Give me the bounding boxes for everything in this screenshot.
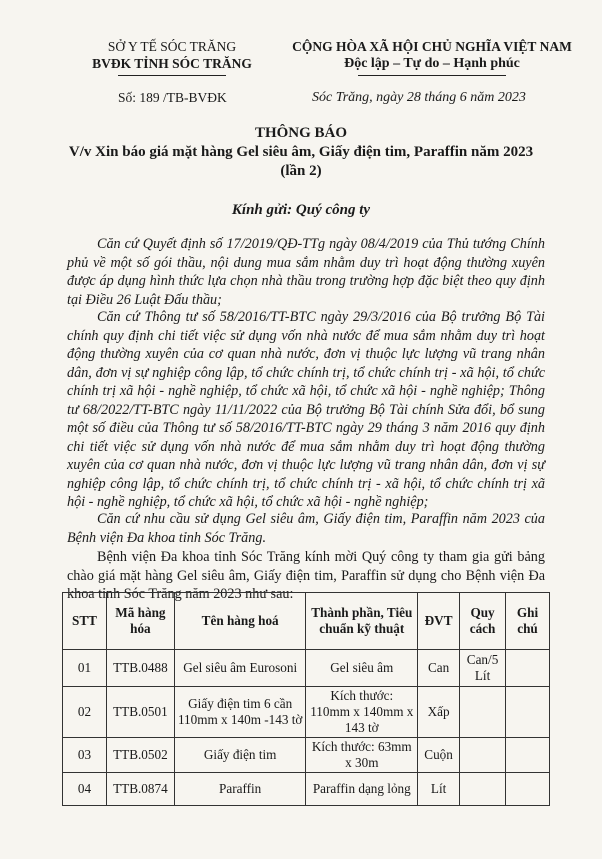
header-cell: Thành phần, Tiêu chuẩn kỹ thuật: [306, 593, 418, 650]
issuing-organization: [92, 38, 282, 72]
title-line-2: V/v Xin báo giá mặt hàng Gel siêu âm, Giấy điện tim, Paraffin năm 2023: [68, 144, 534, 160]
table-cell: Paraffin: [174, 773, 306, 806]
table-row: [63, 687, 550, 738]
table-cell: Can/5 Lít: [460, 650, 506, 687]
table-cell: Gel siêu âm: [306, 650, 418, 687]
paragraph-4: Bệnh viện Đa khoa tỉnh Sóc Trăng kính mời Quý công ty tham gia gửi bảng chào giá mặt hàng Gel siêu âm, Giấy điện tim, Paraffin sử dụng cho Bệnh viện Đa khoa tỉnh Sóc Trăng năm 2023 như sau:: [67, 549, 545, 602]
table-cell: Kích thước: 63mm x 30m: [306, 738, 418, 773]
table-cell: [506, 687, 550, 738]
title-line-1: THÔNG BÁO: [254, 125, 348, 141]
table-cell: Xấp: [418, 687, 460, 738]
table-cell: 02: [63, 687, 107, 738]
table-cell: [506, 773, 550, 806]
table-cell: TTB.0488: [106, 650, 174, 687]
document-number: Số: 189 /TB-BVĐK: [118, 90, 227, 105]
table-cell: TTB.0874: [106, 773, 174, 806]
paragraph-2: Căn cứ Thông tư số 58/2016/TT-BTC ngày 29/3/2016 của Bộ trưởng Bộ Tài chính quy định chi tiết việc sử dụng vốn nhà nước để mua sắm nhằm duy trì hoạt động thường xuyên của cơ quan nhà nước, đơn vị thuộc lực lượng vũ trang nhân dân, đơn vị sự nghiệp công lập, tổ chức chính trị, tổ chức chính trị - xã hội, tổ chức chính trị xã hội - nghề nghiệp, tổ chức xã hội, tổ chức xã hội - nghề nghiệp; Thông tư 68/2022/TT-BTC ngày 11/11/2022 của Bộ trưởng Bộ Tài chính Sửa đổi, bổ sung một số điều của Thông tư số 58/2016/TT-BTC ngày 29 tháng 3 năm 2016 quy định chi tiết việc sử dụng vốn nhà nước để mua sắm nhằm duy trì hoạt động thường xuyên của cơ quan nhà nước, đơn vị thuộc lực lượng vũ trang nhân dân, đơn vị sự nghiệp công lập, tổ chức chính trị, tổ chức chính trị - xã hội, tổ chức chính trị xã hội - nghề nghiệp, tổ chức xã hội, tổ chức xã hội - nghề nghiệp;: [67, 309, 545, 510]
table-cell: 04: [63, 773, 107, 806]
table-cell: [506, 738, 550, 773]
national-motto: Độc lập – Tự do – Hạnh phúc: [344, 56, 520, 71]
header-cell: Tên hàng hoá: [174, 593, 306, 650]
org-underline: [118, 75, 226, 76]
national-heading: [282, 38, 582, 72]
title-line-3: (lần 2): [280, 163, 322, 179]
table-row: [63, 650, 550, 687]
table-cell: Giấy điện tim 6 cần 110mm x 140m -143 tờ: [174, 687, 306, 738]
table-cell: [460, 773, 506, 806]
table-cell: Cuộn: [418, 738, 460, 773]
salutation: Kính gửi: Quý công ty: [231, 202, 371, 218]
header-cell: STT: [63, 593, 107, 650]
table-cell: TTB.0501: [106, 687, 174, 738]
table-cell: Paraffin dạng lỏng: [306, 773, 418, 806]
issue-date: Sóc Trăng, ngày 28 tháng 6 năm 2023: [312, 90, 526, 105]
motto-underline: [358, 75, 506, 76]
items-table: [62, 592, 550, 806]
table-cell: TTB.0502: [106, 738, 174, 773]
header-cell: Quy cách: [460, 593, 506, 650]
table-cell: Giấy điện tim: [174, 738, 306, 773]
org-line-1: SỞ Y TẾ SÓC TRĂNG: [107, 39, 237, 54]
paragraph-1: Căn cứ Quyết định số 17/2019/QĐ-TTg ngày 08/4/2019 của Thủ tướng Chính phủ về một số gói thầu, nội dung mua sắm nhằm duy trì hoạt động thường xuyên được áp dụng hình thức lựa chọn nhà thầu trong trường hợp đặc biệt theo quy định tại Điều 26 Luật Đấu thầu;: [67, 236, 545, 308]
table-cell: Lít: [418, 773, 460, 806]
table-cell: [506, 650, 550, 687]
document-title: [40, 124, 562, 181]
header-cell: ĐVT: [418, 593, 460, 650]
org-line-2: BVĐK TỈNH SÓC TRĂNG: [92, 56, 252, 71]
table-row: [63, 773, 550, 806]
table-cell: Gel siêu âm Eurosoni: [174, 650, 306, 687]
table-cell: Kích thước: 110mm x 140mm x 143 tờ: [306, 687, 418, 738]
table-cell: 03: [63, 738, 107, 773]
header-cell: Ghi chú: [506, 593, 550, 650]
table-cell: 01: [63, 650, 107, 687]
table-cell: Can: [418, 650, 460, 687]
table-cell: [460, 738, 506, 773]
header-cell: Mã hàng hóa: [106, 593, 174, 650]
table-row: [63, 738, 550, 773]
table-header-row: [63, 593, 550, 650]
table-cell: [460, 687, 506, 738]
country-name: CỘNG HÒA XÃ HỘI CHỦ NGHĨA VIỆT NAM: [292, 39, 572, 54]
paragraph-3: Căn cứ nhu cầu sử dụng Gel siêu âm, Giấy điện tim, Paraffin năm 2023 của Bệnh viện Đa khoa tỉnh Sóc Trăng.: [67, 511, 545, 546]
